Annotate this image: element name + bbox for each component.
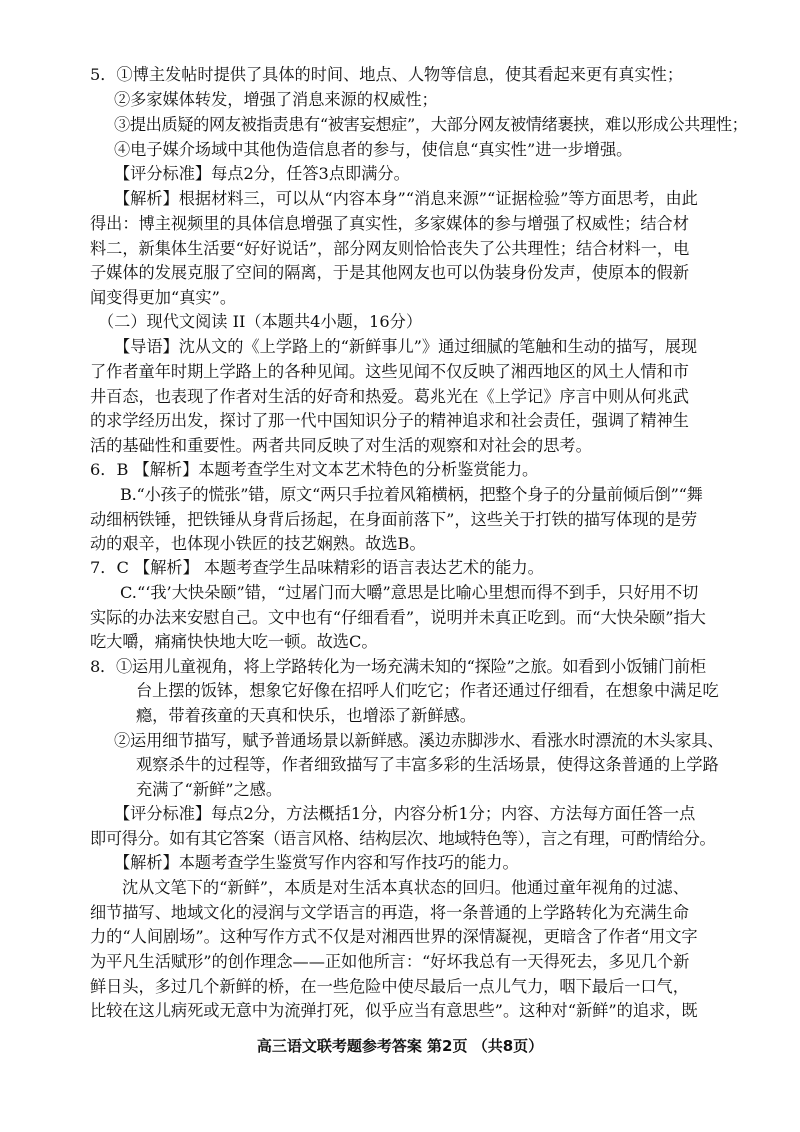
q5-point-4: ④电子媒介场域中其他伪造信息者的参与，使信息“真实性”进一步增强。 (114, 140, 633, 159)
page-footer: 高三语文联考题参考答案 第2页 （共8页） (256, 1037, 544, 1055)
section-heading: （二）现代文阅读 II（本题共4小题，16分） (98, 312, 423, 331)
q8-analysis: 【解析】本题考查学生鉴赏写作内容和写作技巧的能力。 (114, 853, 519, 872)
q5-analysis-line: 得出：博主视频里的具体信息增强了真实性，多家媒体的参与增强了权威性；结合材 (90, 214, 689, 233)
q5-point-3: ③提出质疑的网友被指责患有“被害妄想症”，大部分网友被情绪裹挟，难以形成公共理性； (114, 115, 748, 134)
q8-point-2-cont: 充满了“新鲜”之感。 (136, 780, 283, 799)
q5-analysis-line: 子媒体的发展克服了空间的隔离，于是其他网友也可以伪装身份发声，使原本的假新 (90, 263, 689, 282)
q8-analysis-line: 细节描写、地域文化的浸润与文学语言的再造，将一条普通的上学路转化为充满生命 (90, 903, 689, 922)
q6-answer: 6．B 【解析】本题考查学生对文本艺术特色的分析鉴赏能力。 (90, 460, 539, 479)
q7-answer: 7．C 【解析】 本题考查学生品味精彩的语言表达艺术的能力。 (90, 558, 544, 577)
q6-analysis-line: B.“小孩子的慌张”错，原文“两只手拉着风箱横柄，把整个身子的分量前倾后倒”“舞 (120, 485, 703, 504)
q5-analysis-line: 闻变得更加“真实”。 (90, 288, 237, 307)
q7-analysis-line: 吃大嚼，痛痛快快地大吃一顿。故选C。 (90, 632, 378, 651)
q8-point-2-cont: 观察杀牛的过程等，作者细致描写了丰富多彩的生活场景，使得这条普通的上学路 (136, 755, 719, 774)
q8-analysis-line: 比较在这儿病死或无意中为流弹打死，似乎应当有意思些”。这种对“新鲜”的追求，既 (90, 1001, 698, 1020)
q8-analysis-line: 沈从文笔下的“新鲜”，本质是对生活本真状态的回归。他通过童年视角的过滤、 (122, 878, 689, 897)
q8-analysis-line: 力的“人间剧场”。这种写作方式不仅是对湘西世界的深情凝视，更暗含了作者“用文字 (90, 927, 698, 946)
intro-line: 【导语】沈从文的《上学路上的“新鲜事儿”》通过细腻的笔触和生动的描写，展现 (114, 337, 698, 356)
intro-line: 了作者童年时期上学路上的各种见闻。这些见闻不仅反映了湘西地区的风土人情和市 (90, 362, 689, 381)
q5-analysis-line: 料二，新集体生活要“好好说话”，部分网友则恰恰丧失了公共理性；结合材料一，电 (90, 239, 690, 258)
intro-line: 活的基础性和重要性。两者共同反映了对生活的观察和对社会的思考。 (90, 436, 592, 455)
intro-line: 井百态，也表现了作者对生活的好奇和热爱。葛兆光在《上学记》序言中则从何兆武 (90, 387, 689, 406)
q5-analysis-line: 【解析】根据材料三，可以从“内容本身”“消息来源”“证据检验”等方面思考，由此 (114, 189, 698, 208)
q8-point-1: 8．①运用儿童视角，将上学路转化为一场充满未知的“探险”之旅。如看到小饭铺门前柜 (90, 657, 706, 676)
q8-analysis-line: 为平凡生活赋形”的创作理念——正如他所言：“好坏我总有一天得死去，多见几个新 (90, 952, 690, 971)
q5-scoring: 【评分标准】每点2分，任答3点即满分。 (114, 164, 410, 183)
q5-point-2: ②多家媒体转发，增强了消息来源的权威性； (114, 90, 438, 109)
q8-scoring-cont: 即可得分。如有其它答案（语言风格、结构层次、地域特色等），言之有理，可酌情给分。 (90, 829, 716, 848)
q5-point-1: 5．①博主发帖时提供了具体的时间、地点、人物等信息，使其看起来更有真实性； (90, 65, 684, 84)
q8-point-1-cont: 瘾，带着孩童的天真和快乐，也增添了新鲜感。 (136, 706, 476, 725)
q8-point-2: ②运用细节描写，赋予普通场景以新鲜感。溪边赤脚涉水、看涨水时漂流的木头家具、 (114, 731, 724, 750)
intro-line: 的求学经历出发，探讨了那一代中国知识分子的精神追求和社会责任，强调了精神生 (90, 411, 689, 430)
q8-analysis-line: 鲜日头，多过几个新鲜的桥，在一些危险中使尽最后一点儿气力，咽下最后一口气， (90, 977, 689, 996)
q6-analysis-line: 动细柄铁锤，把铁锤从身背后扬起，在身面前落下”，这些关于打铁的描写体现的是劳 (90, 510, 698, 529)
q6-analysis-line: 动的艰辛，也体现小铁匠的技艺娴熟。故选B。 (90, 534, 426, 553)
q8-scoring: 【评分标准】每点2分，方法概括1分，内容分析1分；内容、方法每方面任答一点 (114, 804, 696, 823)
q7-analysis-line: C.“‘我’大快朵颐”错，“过屠门而大嚼”意思是比喻心里想而得不到手，只好用不切 (120, 583, 699, 602)
q8-point-1-cont: 台上摆的饭钵，想象它好像在招呼人们吃它；作者还通过仔细看，在想象中满足吃 (136, 681, 719, 700)
q7-analysis-line: 实际的办法来安慰自己。文中也有“仔细看看”，说明并未真正吃到。而“大快朵颐”指大 (90, 608, 706, 627)
